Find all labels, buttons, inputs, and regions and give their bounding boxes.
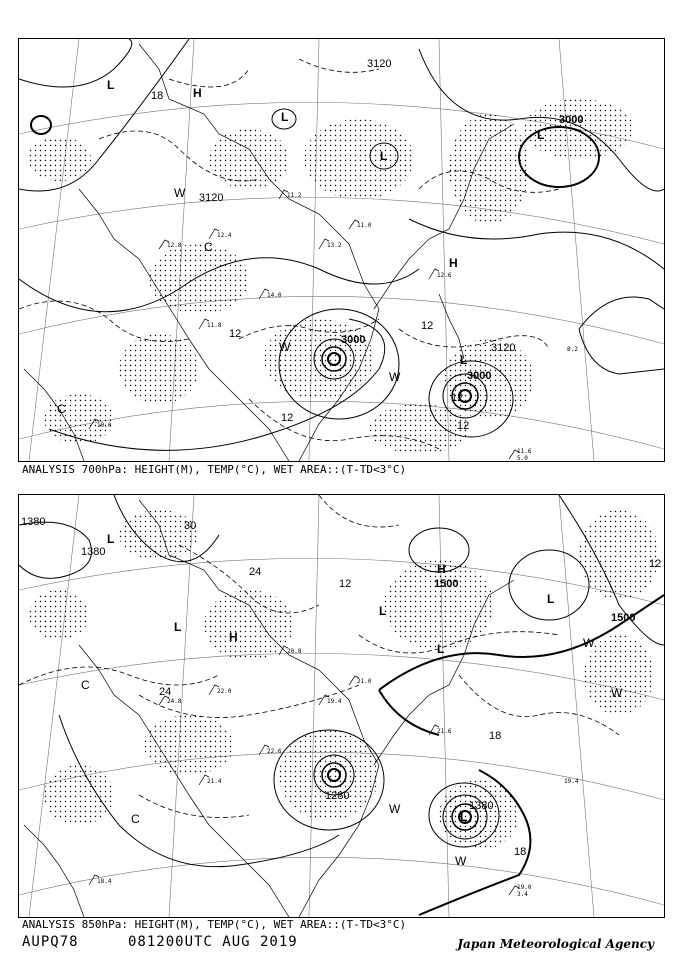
low-symbol: L xyxy=(460,353,468,367)
wet-areas xyxy=(27,99,634,454)
map-700hpa-canvas xyxy=(19,39,664,461)
high-symbol: H xyxy=(449,256,458,270)
temp-label: 12 xyxy=(421,320,434,332)
svg-text:21.4: 21.4 xyxy=(207,778,222,785)
svg-text:22.0: 22.0 xyxy=(217,688,232,695)
bulletin-code: AUPQ78 xyxy=(22,934,79,950)
temp-label: 12 xyxy=(649,558,662,570)
svg-text:12.4: 12.4 xyxy=(217,232,232,239)
temp-label: 24 xyxy=(159,686,172,698)
graticule xyxy=(19,495,664,917)
height-label: 3120 xyxy=(367,58,392,70)
height-label: 1280 xyxy=(325,790,350,802)
low-symbol: L xyxy=(437,642,445,656)
height-label: 1500 xyxy=(434,578,459,590)
low-symbol: L xyxy=(380,149,388,163)
height-label: 3000 xyxy=(467,370,492,382)
height-label: 1380 xyxy=(81,546,106,558)
temp-label: 12 xyxy=(339,578,352,590)
low-symbol: L xyxy=(537,128,545,142)
svg-text:12.8: 12.8 xyxy=(167,242,182,249)
agency-name: Japan Meteorological Agency xyxy=(457,937,654,951)
svg-text:12.6: 12.6 xyxy=(437,272,452,279)
svg-text:22.6: 22.6 xyxy=(267,748,282,755)
cold-symbol: C xyxy=(131,812,140,826)
warm-symbol: W xyxy=(389,802,401,816)
map-700hpa xyxy=(18,38,665,462)
caption-850hpa: ANALYSIS 850hPa: HEIGHT(M), TEMP(°C), WET AREA::(T-TD<3°C) xyxy=(22,918,407,931)
low-symbol: L xyxy=(281,110,289,124)
svg-text:13.2: 13.2 xyxy=(327,242,342,249)
cold-symbol: C xyxy=(57,402,66,416)
height-label: 3120 xyxy=(199,192,224,204)
temp-label: 12 xyxy=(281,412,294,424)
svg-text:5.0: 5.0 xyxy=(517,455,528,461)
caption-700hpa: ANALYSIS 700hPa: HEIGHT(M), TEMP(°C), WET AREA::(T-TD<3°C) xyxy=(22,463,407,476)
low-symbol: L xyxy=(460,810,468,824)
svg-text:10.0: 10.0 xyxy=(97,422,112,429)
svg-text:21.6: 21.6 xyxy=(437,728,452,735)
warm-symbol: W xyxy=(174,186,186,200)
svg-text:11.2: 11.2 xyxy=(287,192,302,199)
svg-text:19.4: 19.4 xyxy=(564,778,579,785)
high-symbol: H xyxy=(229,630,238,644)
height-label: 3120 xyxy=(491,342,516,354)
svg-text:11.8: 11.8 xyxy=(207,322,222,329)
low-symbol: L xyxy=(379,604,387,618)
map-850hpa xyxy=(18,494,665,918)
svg-text:21.0: 21.0 xyxy=(357,678,372,685)
warm-symbol: W xyxy=(611,686,623,700)
temp-label: 18 xyxy=(151,90,164,102)
low-symbol: L xyxy=(174,620,182,634)
height-contours xyxy=(19,495,664,915)
svg-text:19.0: 19.0 xyxy=(517,884,532,891)
temp-label: 12 xyxy=(457,420,470,432)
svg-text:14.0: 14.0 xyxy=(267,292,282,299)
svg-text:24.8: 24.8 xyxy=(167,698,182,705)
temp-label: 18 xyxy=(514,846,527,858)
temp-label: 30 xyxy=(184,520,197,532)
warm-symbol: W xyxy=(279,340,291,354)
height-label: 1380 xyxy=(469,800,494,812)
cold-symbol: C xyxy=(204,240,213,254)
low-symbol: L xyxy=(107,78,115,92)
svg-text:11.0: 11.0 xyxy=(357,222,372,229)
height-label: 3000 xyxy=(559,114,584,126)
height-label: 1500 xyxy=(611,612,636,624)
warm-symbol: W xyxy=(389,370,401,384)
svg-text:8.2: 8.2 xyxy=(567,346,578,353)
temp-label: 12 xyxy=(451,392,464,404)
valid-time: 081200UTC AUG 2019 xyxy=(128,934,298,950)
svg-text:19.4: 19.4 xyxy=(327,698,342,705)
svg-text:18.4: 18.4 xyxy=(97,878,112,885)
map-850hpa-canvas xyxy=(19,495,664,917)
height-label: 3000 xyxy=(341,334,366,346)
high-symbol: H xyxy=(437,562,446,576)
temp-label: 18 xyxy=(489,730,502,742)
height-label: 1380 xyxy=(21,516,46,528)
cold-symbol: C xyxy=(81,678,90,692)
temp-label: 12 xyxy=(229,328,242,340)
svg-text:11.6: 11.6 xyxy=(517,448,532,455)
svg-text:20.8: 20.8 xyxy=(287,648,302,655)
low-symbol: L xyxy=(107,532,115,546)
temp-label: 24 xyxy=(249,566,262,578)
svg-text:3.4: 3.4 xyxy=(517,891,528,898)
high-symbol: H xyxy=(193,86,202,100)
low-symbol: L xyxy=(547,592,555,606)
warm-symbol: W xyxy=(455,854,467,868)
warm-symbol: W xyxy=(583,636,595,650)
